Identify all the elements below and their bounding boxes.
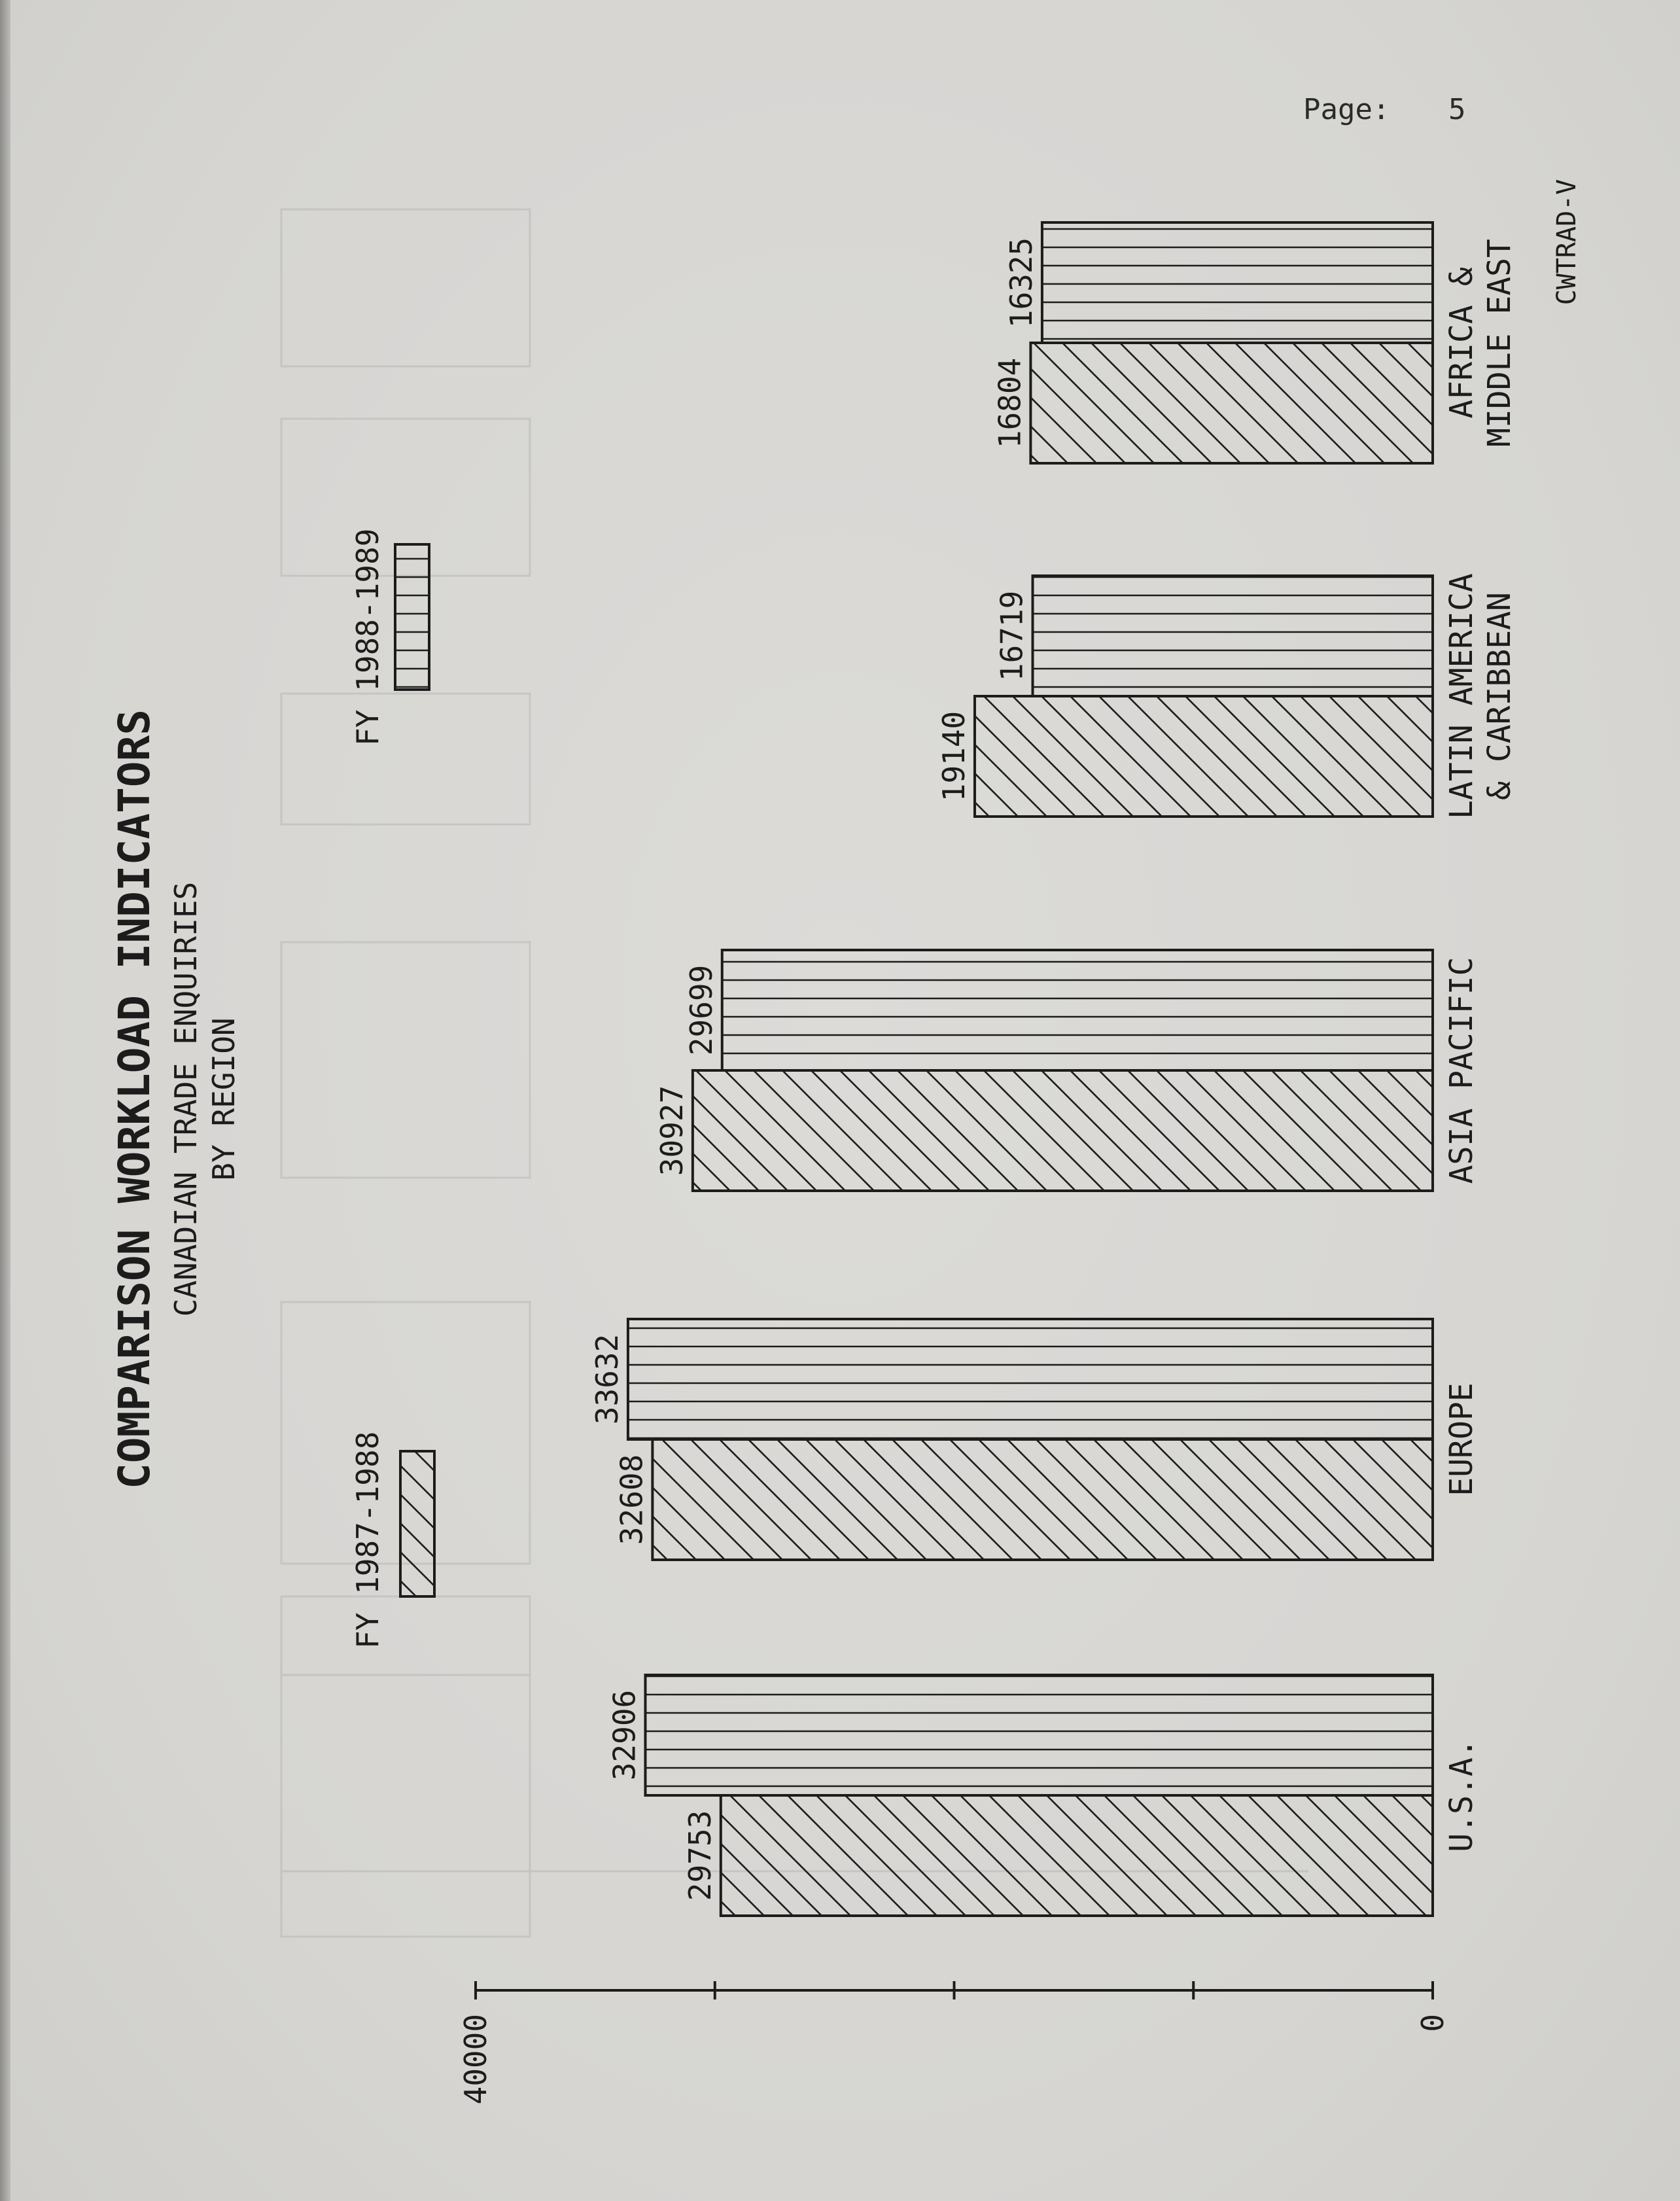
legend-swatch-fy-1987-1988 [400, 1451, 434, 1596]
value-label-asia-pacific-fy-1987-1988: 30927 [654, 1085, 690, 1176]
value-axis-label-0: 0 [1415, 2014, 1450, 2032]
page-number: 5 [1448, 93, 1466, 126]
bar-latin-america-caribbean-fy-1988-1989 [1033, 576, 1433, 696]
chart-subtitle-region: BY REGION [206, 1017, 241, 1181]
document-code: CWTRAD-V [1552, 179, 1582, 306]
bar-africa-middle-east-fy-1988-1989 [1042, 222, 1433, 343]
value-label-u-s-a-fy-1988-1989: 32906 [606, 1689, 642, 1781]
bar-u-s-a-fy-1987-1988 [721, 1795, 1433, 1916]
legend-swatch-fy-1988-1989 [395, 544, 429, 690]
category-labels-group [1443, 239, 1518, 1852]
category-label-asia-pacific: ASIA PACIFIC [1443, 957, 1480, 1184]
value-label-latin-america-caribbean-fy-1987-1988: 19140 [936, 711, 971, 802]
bar-asia-pacific-fy-1988-1989 [722, 950, 1433, 1070]
value-label-africa-middle-east-fy-1987-1988: 16804 [992, 357, 1028, 449]
bar-africa-middle-east-fy-1987-1988 [1030, 343, 1433, 463]
bar-europe-fy-1988-1989 [628, 1319, 1433, 1439]
bar-asia-pacific-fy-1987-1988 [693, 1070, 1433, 1191]
bar-latin-america-caribbean-fy-1987-1988 [975, 696, 1433, 817]
value-label-latin-america-caribbean-fy-1988-1989: 16719 [994, 590, 1030, 682]
category-label-africa-middle-east-line-2: MIDDLE EAST [1481, 239, 1518, 447]
value-axis-label-40000: 40000 [458, 2014, 493, 2105]
category-label-europe: EUROPE [1443, 1382, 1480, 1496]
bar-u-s-a-fy-1988-1989 [645, 1675, 1433, 1795]
category-label-u-s-a: U.S.A. [1443, 1738, 1480, 1852]
value-axis [458, 1981, 1450, 2104]
legend-label-fy-1987-1988: FY 1987-1988 [350, 1431, 385, 1649]
value-label-europe-fy-1988-1989: 33632 [589, 1333, 625, 1425]
value-label-asia-pacific-fy-1988-1989: 29699 [683, 964, 719, 1056]
value-label-u-s-a-fy-1987-1988: 29753 [682, 1810, 718, 1901]
bars-group [628, 222, 1433, 1916]
category-label-africa-middle-east-line-1: AFRICA & [1443, 267, 1480, 419]
legend-label-fy-1988-1989: FY 1988-1989 [350, 528, 385, 746]
chart-subtitle: CANADIAN TRADE ENQUIRIES [168, 881, 203, 1317]
value-label-africa-middle-east-fy-1988-1989: 16325 [1003, 237, 1039, 328]
category-label-latin-america-caribbean-line-1: LATIN AMERICA [1443, 573, 1480, 819]
category-label-latin-america-caribbean-line-2: & CARIBBEAN [1481, 592, 1518, 800]
value-label-europe-fy-1987-1988: 32608 [614, 1454, 650, 1545]
legend [350, 529, 434, 1649]
chart-title: COMPARISON WORKLOAD INDICATORS [109, 709, 160, 1490]
bar-europe-fy-1987-1988 [652, 1439, 1433, 1560]
page-label: Page: [1303, 93, 1390, 126]
